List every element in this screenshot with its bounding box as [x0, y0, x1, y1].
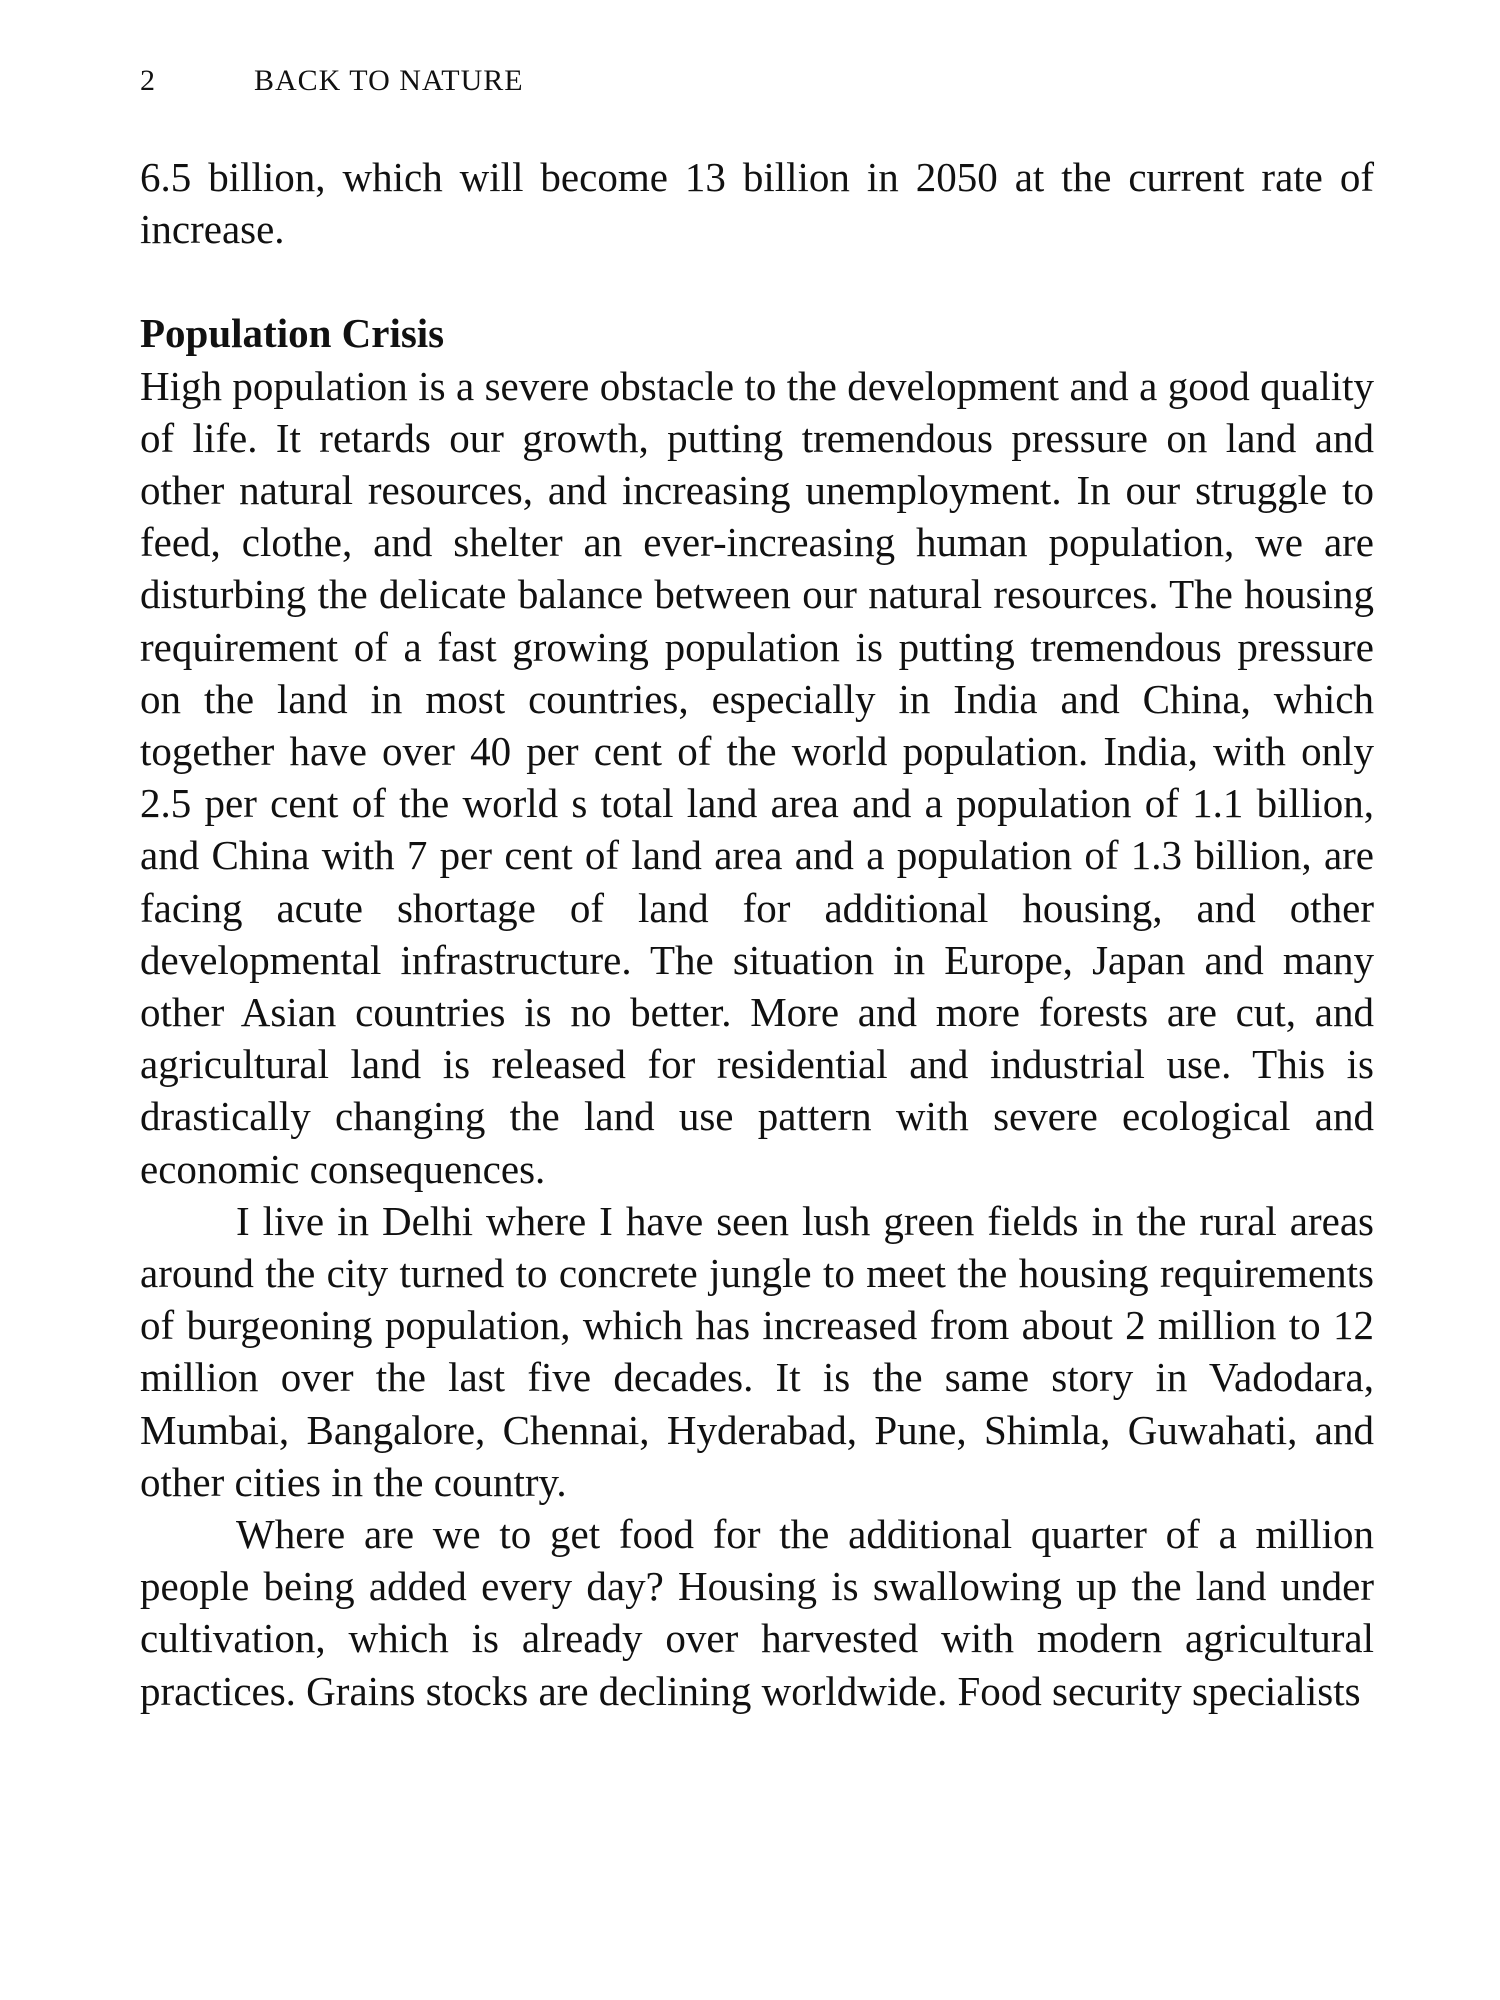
section-heading: Population Crisis	[140, 310, 445, 357]
paragraph-food: Where are we to get food for the additional quarter of a million people being added every day? Housing is swallowing up the land under cultivation, which is already over harvested with modern agricultural practices. Grains stocks are declining worldwide. Food security specialists	[140, 1511, 1374, 1714]
page-number: 2	[140, 64, 156, 97]
paragraph-population: High population is a severe obstacle to the development and a good quality of life. It retards our growth, putting tremendous pressure on land and other natural resources, and increasing unemployment. In our struggle to feed, clothe, and shelter an ever-increasing human population, we are disturbing the delicate balance between our natural resources. The housing requirement of a fast growing population is putting tremendous pressure on the land in most countries, especially in India and China, which together have over 40 per cent of the world population. India, with only 2.5 per cent of the world s total land area and a population of 1.1 billion, and China with 7 per cent of land area and a population of 1.3 billion, are facing acute shortage of land for additional housing, and other developmental infrastructure. The situation in Europe, Japan and many other Asian countries is no better. More and more forests are cut, and agricultural land is released for residential and industrial use. This is drastically changing the land use pattern with severe ecological and economic consequences.	[140, 362, 1374, 1192]
running-header	[140, 56, 1380, 106]
running-title: BACK TO NATURE	[254, 64, 524, 97]
body-text	[140, 151, 1374, 1717]
paragraph-delhi: I live in Delhi where I have seen lush green fields in the rural areas around the city turned to concrete jungle to meet the housing requirements of burgeoning population, which has increased from about 2 million to 12 million over the last five decades. It is the same story in Vadodara, Mumbai, Bangalore, Chennai, Hyderabad, Pune, Shimla, Guwahati, and other cities in the country.	[140, 1197, 1374, 1505]
lead-paragraph: 6.5 billion, which will become 13 billion in 2050 at the current rate of increase.	[140, 154, 1374, 253]
